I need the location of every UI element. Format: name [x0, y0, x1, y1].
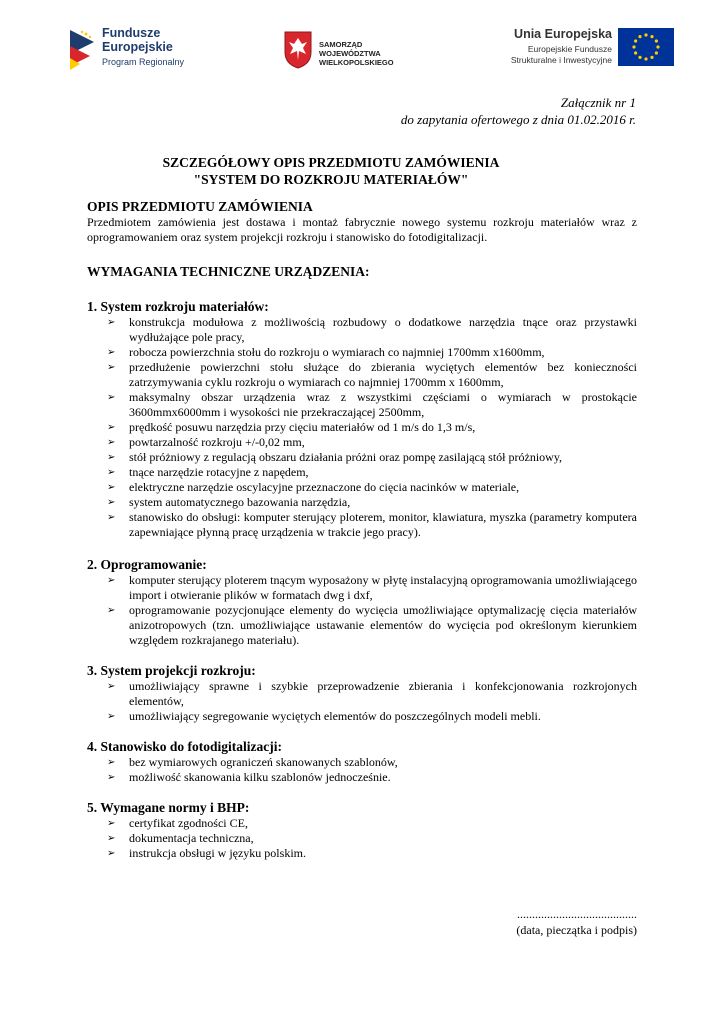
eu-star-icon — [650, 35, 653, 38]
section-list — [87, 315, 637, 540]
arrow-bullet-icon: ➢ — [107, 512, 116, 523]
arrow-bullet-icon: ➢ — [107, 575, 116, 586]
list-item — [87, 495, 637, 510]
annex-line1: Załącznik nr 1 — [560, 95, 636, 110]
list-item — [87, 480, 637, 495]
list-item-text: tnące narzędzie rotacyjne z napędem, — [129, 465, 309, 479]
list-item — [87, 465, 637, 480]
sw-line2: WIELKOPOLSKIEGO — [319, 58, 394, 67]
samorzad-logo — [283, 30, 413, 74]
list-item-text: system automatycznego bazowania narzędzia, — [129, 495, 351, 509]
eu-flag-icon — [618, 28, 674, 66]
list-item — [87, 770, 637, 785]
wymagania-heading: WYMAGANIA TECHNICZNE URZĄDZENIA: — [87, 264, 370, 279]
opis-text: Przedmiotem zamówienia jest dostawa i montaż fabrycznie nowego systemu rozkroju materiałów wraz z oprogramowaniem oraz system projekcji rozkroju i stanowisko do fotodigitalizacji. — [87, 215, 637, 244]
eu-star-icon — [655, 51, 658, 54]
list-item — [87, 345, 637, 360]
list-item — [87, 755, 637, 770]
eu-star-icon — [634, 39, 637, 42]
list-item-text: umożliwiający segregowanie wyciętych elementów do poszczególnych modeli mebli. — [129, 709, 541, 723]
annex-label — [401, 94, 636, 128]
list-item — [87, 420, 637, 435]
list-item-text: przedłużenie powierzchni stołu służące do zbierania wyciętych elementów bez konieczności zatrzymywania cyklu rozkroju o wymiarach co najmniej 1700mm x 1600mm, — [129, 360, 637, 389]
arrow-bullet-icon: ➢ — [107, 772, 116, 783]
list-item-text: maksymalny obszar urządzenia wraz z wszystkimi częściami o wymiarach w prostokącie 3600mmx6000mm i wysokości nie przekraczającej 2500mm, — [129, 390, 637, 419]
ue-title: Unia Europejska — [514, 27, 612, 41]
unia-europejska-logo — [507, 26, 674, 74]
eu-star-icon — [638, 35, 641, 38]
arrow-bullet-icon: ➢ — [107, 757, 116, 768]
list-item — [87, 360, 637, 390]
list-item — [87, 573, 637, 603]
eu-star-icon — [644, 57, 647, 60]
title-line2: "SYSTEM DO ROZKROJU MATERIAŁÓW" — [193, 172, 469, 187]
list-item — [87, 709, 637, 724]
list-item-text: stanowisko do obsługi: komputer sterujący ploterem, monitor, klawiatura, myszka (parametry komputera zapewniające płynną pracę urządzenia w trakcie jego pracy). — [129, 510, 637, 539]
arrow-bullet-icon: ➢ — [107, 467, 116, 478]
eu-star-icon — [650, 56, 653, 59]
arrow-bullet-icon: ➢ — [107, 452, 116, 463]
fe-sub: Program Regionalny — [102, 57, 185, 67]
list-item-text: robocza powierzchnia stołu do rozkroju o wymiarach co najmniej 1700mm x1600mm, — [129, 345, 545, 359]
section-heading: 4. Stanowisko do fotodigitalizacji: — [87, 739, 283, 754]
arrow-bullet-icon: ➢ — [107, 437, 116, 448]
list-item-text: komputer sterujący ploterem tnącym wyposażony w płytę instalacyjną oprogramowania umożliwiającego import i otwieranie plików w formatach dwg i dxf, — [129, 573, 637, 602]
arrow-bullet-icon: ➢ — [107, 482, 116, 493]
list-item — [87, 510, 637, 540]
list-item-text: umożliwiający sprawne i szybkie przeprowadzenie zbierania i konfekcjonowania rozkrojonych elementów, — [129, 679, 637, 708]
fundusze-europejskie-logo — [66, 26, 196, 74]
title-line1: SZCZEGÓŁOWY OPIS PRZEDMIOTU ZAMÓWIENIA — [162, 155, 500, 170]
section-list — [87, 816, 637, 861]
fe-name-line2: Europejskie — [102, 40, 173, 54]
document-body — [87, 198, 637, 861]
eu-star-icon — [634, 51, 637, 54]
list-item — [87, 435, 637, 450]
eu-star-icon — [644, 33, 647, 36]
arrow-bullet-icon: ➢ — [107, 497, 116, 508]
arrow-bullet-icon: ➢ — [107, 362, 116, 373]
ue-sub-line2: Strukturalne i Inwestycyjne — [510, 55, 612, 65]
list-item — [87, 679, 637, 709]
list-item-text: oprogramowanie pozycjonujące elementy do wycięcia umożliwiające optymalizację cięcia materiałów anizotropowych (tzn. umożliwiające ustawanie elementów do wycięcia pod określonym kierunkiem względem rozkrajanego materiału). — [129, 603, 637, 647]
list-item — [87, 846, 637, 861]
list-item-text: dokumentacja techniczna, — [129, 831, 254, 845]
eu-star-icon — [638, 56, 641, 59]
opis-heading: OPIS PRZEDMIOTU ZAMÓWIENIA — [87, 199, 313, 214]
document-title — [66, 154, 596, 188]
list-item — [87, 450, 637, 465]
list-item-text: instrukcja obsługi w języku polskim. — [129, 846, 306, 860]
list-item — [87, 315, 637, 345]
arrow-bullet-icon: ➢ — [107, 317, 116, 328]
signature-dots: ........................................ — [517, 907, 637, 921]
list-item — [87, 816, 637, 831]
arrow-bullet-icon: ➢ — [107, 818, 116, 829]
annex-line2: do zapytania ofertowego z dnia 01.02.2016 r. — [400, 112, 636, 127]
list-item-text: stół próżniowy z regulacją obszaru działania próżni oraz pompę zasilającą stół próżniowy, — [129, 450, 563, 464]
arrow-bullet-icon: ➢ — [107, 711, 116, 722]
section-list — [87, 755, 637, 785]
list-item-text: elektryczne narzędzie oscylacyjne przeznaczone do cięcia nacinków w materiale, — [129, 480, 520, 494]
arrow-bullet-icon: ➢ — [107, 392, 116, 403]
logo-header — [66, 26, 674, 78]
section-heading: 3. System projekcji rozkroju: — [87, 663, 256, 678]
list-item-text: możliwość skanowania kilku szablonów jednocześnie. — [129, 770, 391, 784]
list-item-text: bez wymiarowych ograniczeń skanowanych szablonów, — [129, 755, 398, 769]
coat-of-arms-icon — [283, 30, 313, 70]
eu-star-icon — [655, 39, 658, 42]
fundusze-europejskie-icon — [68, 28, 100, 72]
section-list — [87, 679, 637, 724]
signature-block — [516, 906, 637, 938]
list-item — [87, 831, 637, 846]
list-item-text: prędkość posuwu narzędzia przy cięciu materiałów od 1 m/s do 1,3 m/s, — [129, 420, 476, 434]
signature-caption: (data, pieczątka i podpis) — [516, 923, 637, 937]
list-item-text: konstrukcja modułowa z możliwością rozbudowy o dodatkowe narzędzia tnące oraz przystawki wydłużające pole pracy, — [129, 315, 637, 344]
section-heading: 5. Wymagane normy i BHP: — [87, 800, 250, 815]
section-list — [87, 573, 637, 648]
arrow-bullet-icon: ➢ — [107, 833, 116, 844]
list-item — [87, 390, 637, 420]
eu-star-icon — [656, 45, 659, 48]
arrow-bullet-icon: ➢ — [107, 848, 116, 859]
arrow-bullet-icon: ➢ — [107, 347, 116, 358]
eu-star-icon — [632, 45, 635, 48]
section-heading: 2. Oprogramowanie: — [87, 557, 207, 572]
fe-name-line1: Fundusze — [102, 26, 161, 40]
arrow-bullet-icon: ➢ — [107, 681, 116, 692]
list-item — [87, 603, 637, 648]
section-heading: 1. System rozkroju materiałów: — [87, 299, 269, 314]
requirements-sections — [87, 280, 637, 861]
arrow-bullet-icon: ➢ — [107, 422, 116, 433]
sw-line1: SAMORZĄD WOJEWÓDZTWA — [319, 40, 381, 58]
ue-sub-line1: Europejskie Fundusze — [527, 44, 612, 54]
list-item-text: powtarzalność rozkroju +/-0,02 mm, — [129, 435, 305, 449]
arrow-bullet-icon: ➢ — [107, 605, 116, 616]
list-item-text: certyfikat zgodności CE, — [129, 816, 248, 830]
